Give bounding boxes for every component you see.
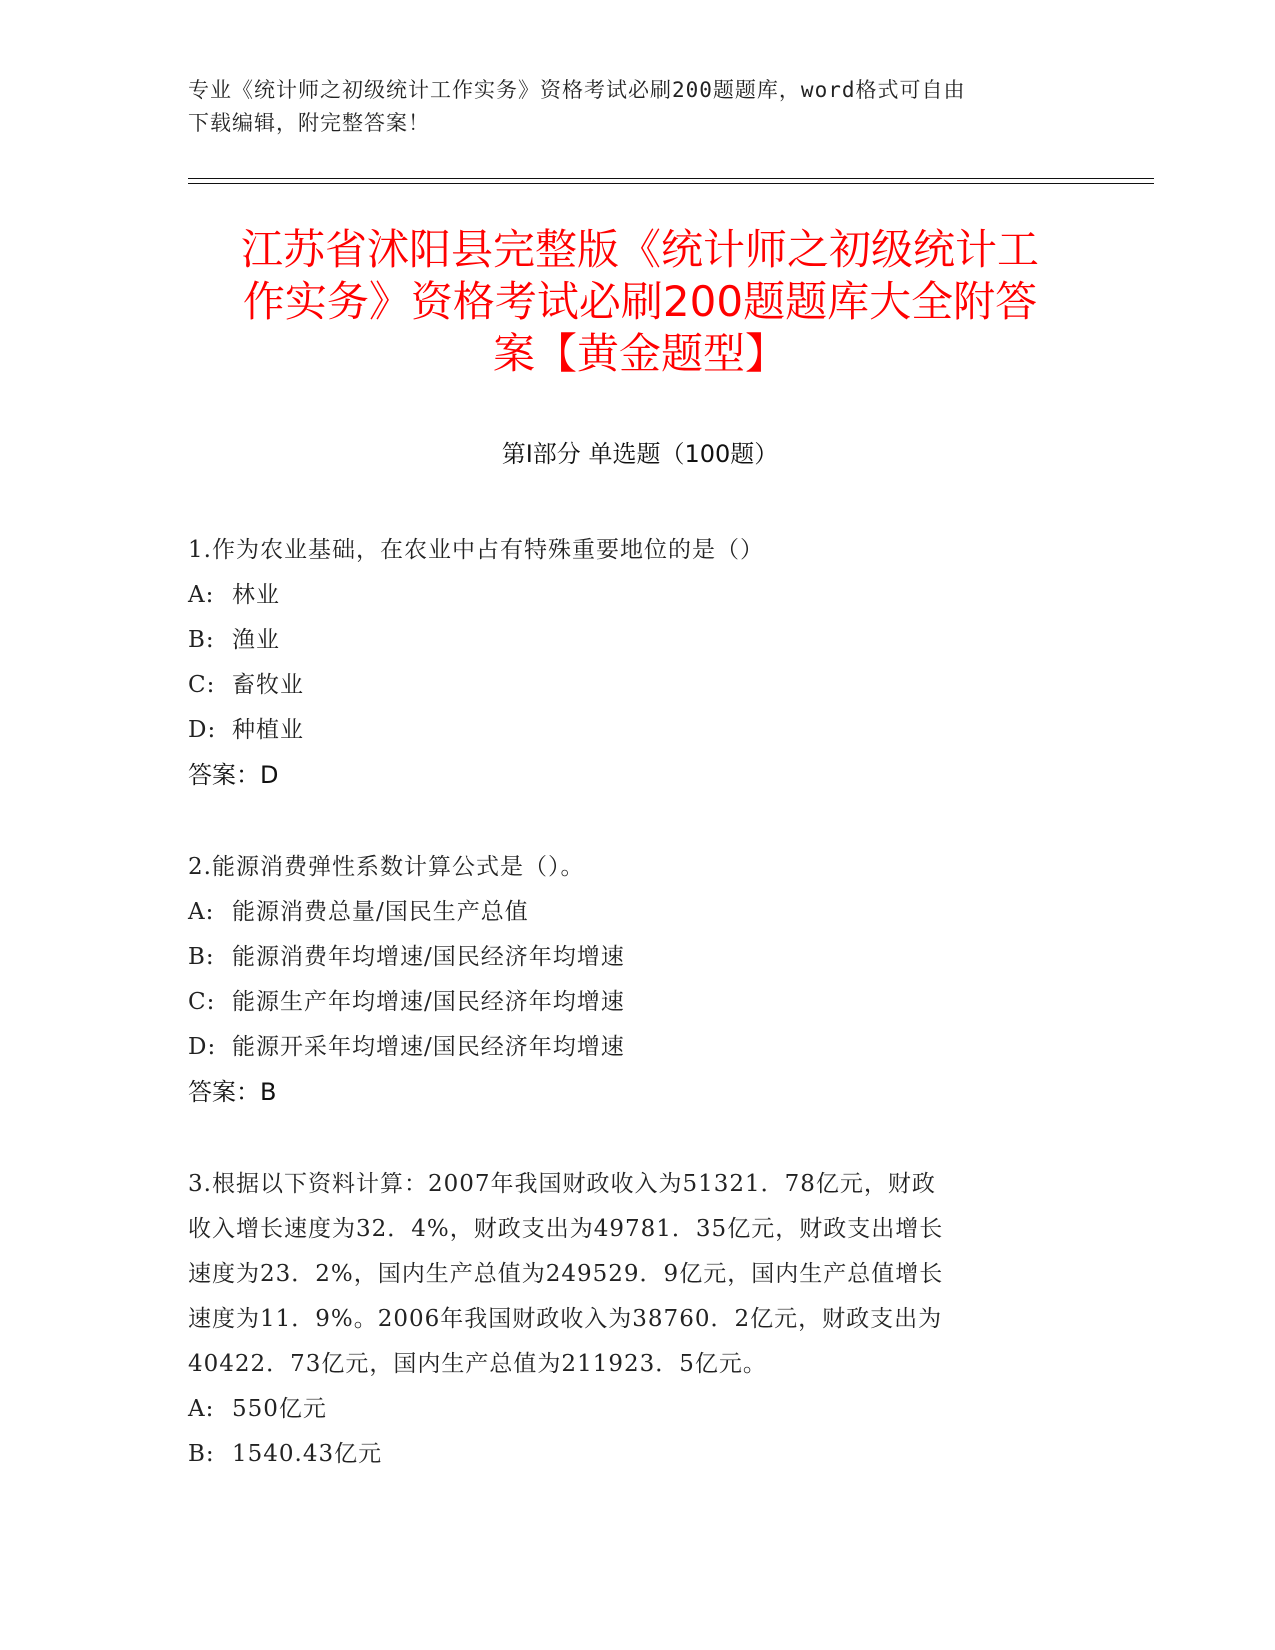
option-a [188, 573, 1088, 618]
option-b [188, 1432, 1088, 1477]
section-heading: 第Ⅰ部分 单选题（100题） [501, 440, 779, 468]
question-2 [188, 845, 1088, 1115]
option-text: 能源消费年均增速/国民经济年均增速 [232, 944, 625, 970]
option-letter: D: [188, 1034, 217, 1060]
document-title-line-3: 案【黄金题型】 [492, 329, 787, 378]
option-text: 550亿元 [232, 1396, 327, 1422]
document-title [188, 224, 1092, 380]
question-text: 2.能源消费弹性系数计算公式是（）。 [188, 854, 585, 880]
header-note-line-1: 专业《统计师之初级统计工作实务》资格考试必刷200题题库，word格式可自由 [188, 78, 966, 102]
question-text-line-3: 速度为23．2%，国内生产总值为249529．9亿元，国内生产总值增长 [188, 1261, 944, 1287]
option-text: 能源开采年均增速/国民经济年均增速 [232, 1034, 625, 1060]
question-text: 1.作为农业基础，在农业中占有特殊重要地位的是（） [188, 537, 764, 563]
option-d [188, 1025, 1088, 1070]
question-text-line-4: 速度为11．9%。2006年我国财政收入为38760．2亿元，财政支出为 [188, 1306, 943, 1332]
option-letter: C: [188, 672, 216, 698]
option-text: 畜牧业 [232, 672, 304, 698]
option-letter: B: [188, 944, 215, 970]
option-letter: B: [188, 1441, 215, 1467]
option-letter: B: [188, 627, 215, 653]
question-text-line-2: 收入增长速度为32．4%，财政支出为49781．35亿元，财政支出增长 [188, 1216, 944, 1242]
document-title-line-2: 作实务》资格考试必刷200题题库大全附答 [242, 277, 1038, 326]
option-letter: D: [188, 717, 217, 743]
header-divider-top [188, 178, 1154, 179]
question-1 [188, 528, 1088, 798]
option-text: 1540.43亿元 [232, 1441, 383, 1467]
header-divider-bottom [188, 183, 1154, 184]
option-text: 能源生产年均增速/国民经济年均增速 [232, 989, 625, 1015]
question-text-line-1: 3.根据以下资料计算：2007年我国财政收入为51321．78亿元，财政 [188, 1171, 936, 1197]
header-note-line-2: 下载编辑，附完整答案！ [188, 111, 430, 135]
option-c [188, 980, 1088, 1025]
option-a [188, 1387, 1088, 1432]
option-text: 能源消费总量/国民生产总值 [232, 899, 529, 925]
option-d [188, 708, 1088, 753]
question-text-line-5: 40422．73亿元，国内生产总值为211923．5亿元。 [188, 1351, 767, 1377]
option-letter: C: [188, 989, 216, 1015]
header-note [188, 74, 1088, 140]
option-letter: A: [188, 582, 215, 608]
document-title-line-1: 江苏省沭阳县完整版《统计师之初级统计工 [240, 225, 1039, 274]
option-text: 渔业 [232, 627, 280, 653]
option-letter: A: [188, 899, 215, 925]
option-text: 种植业 [232, 717, 304, 743]
option-text: 林业 [232, 582, 280, 608]
option-b [188, 935, 1088, 980]
answer-line: 答案：B [188, 1078, 277, 1106]
question-list [188, 528, 1088, 1524]
option-c [188, 663, 1088, 708]
option-b [188, 618, 1088, 663]
option-letter: A: [188, 1396, 215, 1422]
answer-line: 答案：D [188, 761, 279, 789]
option-a [188, 890, 1088, 935]
question-3 [188, 1162, 1088, 1477]
